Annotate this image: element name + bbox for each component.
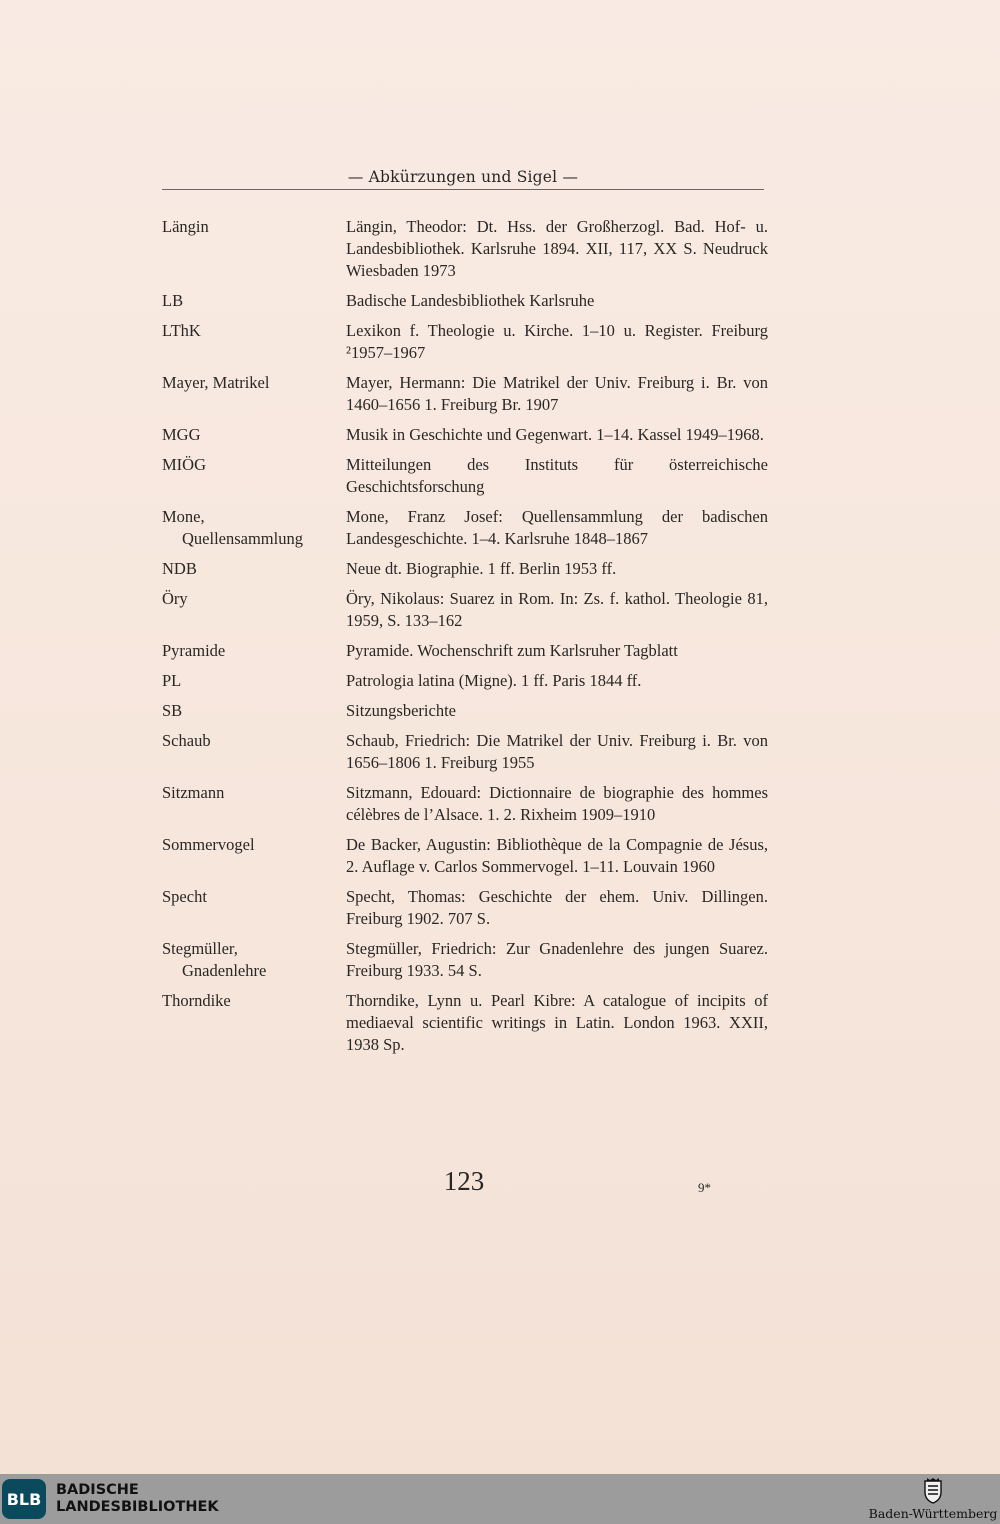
- abbreviation-description: Stegmüller, Friedrich: Zur Gnadenlehre des jungen Suarez. Freiburg 1933. 54 S.: [346, 939, 768, 980]
- list-item: [162, 938, 768, 982]
- page-number: 123: [443, 1166, 485, 1196]
- list-item: [162, 670, 768, 692]
- abbreviation-term: Schaub: [162, 731, 211, 750]
- abbreviation-term: Mone, Quellensammlung: [162, 507, 303, 548]
- abbreviation-description: Sitzmann, Edouard: Dictionnaire de biographie des hommes célèbres de l’Alsace. 1. 2. Rixheim 1909–1910: [346, 783, 768, 824]
- abbreviation-description: Specht, Thomas: Geschichte der ehem. Univ. Dillingen. Freiburg 1902. 707 S.: [346, 887, 768, 928]
- state-logo[interactable]: [868, 1474, 998, 1524]
- running-head: — Abkürzungen und Sigel —: [347, 168, 579, 186]
- list-item: [162, 454, 768, 498]
- abbreviation-term: Sommervogel: [162, 835, 255, 854]
- abbreviation-description: Patrologia latina (Migne). 1 ff. Paris 1844 ff.: [346, 671, 642, 690]
- abbreviation-description: Öry, Nikolaus: Suarez in Rom. In: Zs. f. kathol. Theologie 81, 1959, S. 133–162: [346, 589, 768, 630]
- list-item: [162, 290, 768, 312]
- abbreviation-description: Pyramide. Wochenschrift zum Karlsruher Tagblatt: [346, 641, 678, 660]
- list-item: [162, 506, 768, 550]
- list-item: [162, 700, 768, 722]
- abbreviation-term: LThK: [162, 321, 201, 340]
- abbreviation-term: Öry: [162, 589, 188, 608]
- list-item: [162, 886, 768, 930]
- list-item: [162, 320, 768, 364]
- list-item: [162, 834, 768, 878]
- abbreviation-description: Thorndike, Lynn u. Pearl Kibre: A catalogue of incipits of mediaeval scientific writings in Latin. London 1963. XXII, 1938 Sp.: [346, 991, 768, 1054]
- library-name-line2: LANDESBIBLIOTHEK: [56, 1499, 219, 1515]
- abbreviation-term: MGG: [162, 425, 201, 444]
- abbreviation-term: MIÖG: [162, 455, 206, 474]
- sheet-signature: 9*: [698, 1180, 711, 1195]
- abbreviation-description: Musik in Geschichte und Gegenwart. 1–14. Kassel 1949–1968.: [346, 425, 764, 444]
- library-name-line1: BADISCHE: [56, 1482, 139, 1498]
- abbreviation-description: Mayer, Hermann: Die Matrikel der Univ. Freiburg i. Br. von 1460–1656 1. Freiburg Br. 1907: [346, 373, 768, 414]
- abbreviation-description: Schaub, Friedrich: Die Matrikel der Univ. Freiburg i. Br. von 1656–1806 1. Freiburg 1955: [346, 731, 768, 772]
- abbreviation-term: PL: [162, 671, 182, 690]
- state-name: Baden-Württemberg: [868, 1506, 998, 1521]
- abbreviation-description: Mitteilungen des Instituts für österreichische Geschichtsforschung: [346, 455, 768, 496]
- abbreviation-description: Längin, Theodor: Dt. Hss. der Großherzogl. Bad. Hof- u. Landesbibliothek. Karlsruhe 1894. XII, 117, XX S. Neudruck Wiesbaden 1973: [346, 217, 768, 280]
- coat-of-arms-icon: [922, 1477, 944, 1505]
- abbreviation-term: Specht: [162, 887, 207, 906]
- abbreviation-term: NDB: [162, 559, 197, 578]
- abbreviation-term: Stegmüller, Gnadenlehre: [162, 939, 267, 980]
- abbreviation-description: Mone, Franz Josef: Quellensammlung der badischen Landesgeschichte. 1–4. Karlsruhe 1848–1867: [346, 507, 768, 548]
- list-item: [162, 782, 768, 826]
- abbreviation-description: Sitzungsberichte: [346, 701, 456, 720]
- list-item: [162, 730, 768, 774]
- abbreviation-description: De Backer, Augustin: Bibliothèque de la Compagnie de Jésus, 2. Auflage v. Carlos Sommervogel. 1–11. Louvain 1960: [346, 835, 768, 876]
- list-item: [162, 588, 768, 632]
- abbreviation-term: Thorndike: [162, 991, 231, 1010]
- blb-logo-icon[interactable]: BLB: [2, 1479, 46, 1519]
- list-item: [162, 990, 768, 1056]
- abbreviation-term: Sitzmann: [162, 783, 225, 802]
- list-item: [162, 216, 768, 282]
- library-footer-bar: [0, 1474, 1000, 1524]
- abbreviation-term: SB: [162, 701, 183, 720]
- abbreviation-description: Neue dt. Biographie. 1 ff. Berlin 1953 ff.: [346, 559, 617, 578]
- abbreviation-list: [162, 216, 768, 1064]
- abbreviation-term: LB: [162, 291, 184, 310]
- list-item: [162, 424, 768, 446]
- list-item: [162, 640, 768, 662]
- list-item: [162, 372, 768, 416]
- list-item: [162, 558, 768, 580]
- abbreviation-term: Pyramide: [162, 641, 226, 660]
- abbreviation-description: Badische Landesbibliothek Karlsruhe: [346, 291, 595, 310]
- abbreviation-description: Lexikon f. Theologie u. Kirche. 1–10 u. Register. Freiburg ²1957–1967: [346, 321, 768, 362]
- abbreviation-term: Mayer, Matrikel: [162, 373, 270, 392]
- header-rule: [162, 189, 764, 190]
- library-name[interactable]: [56, 1482, 219, 1516]
- abbreviation-term: Längin: [162, 217, 209, 236]
